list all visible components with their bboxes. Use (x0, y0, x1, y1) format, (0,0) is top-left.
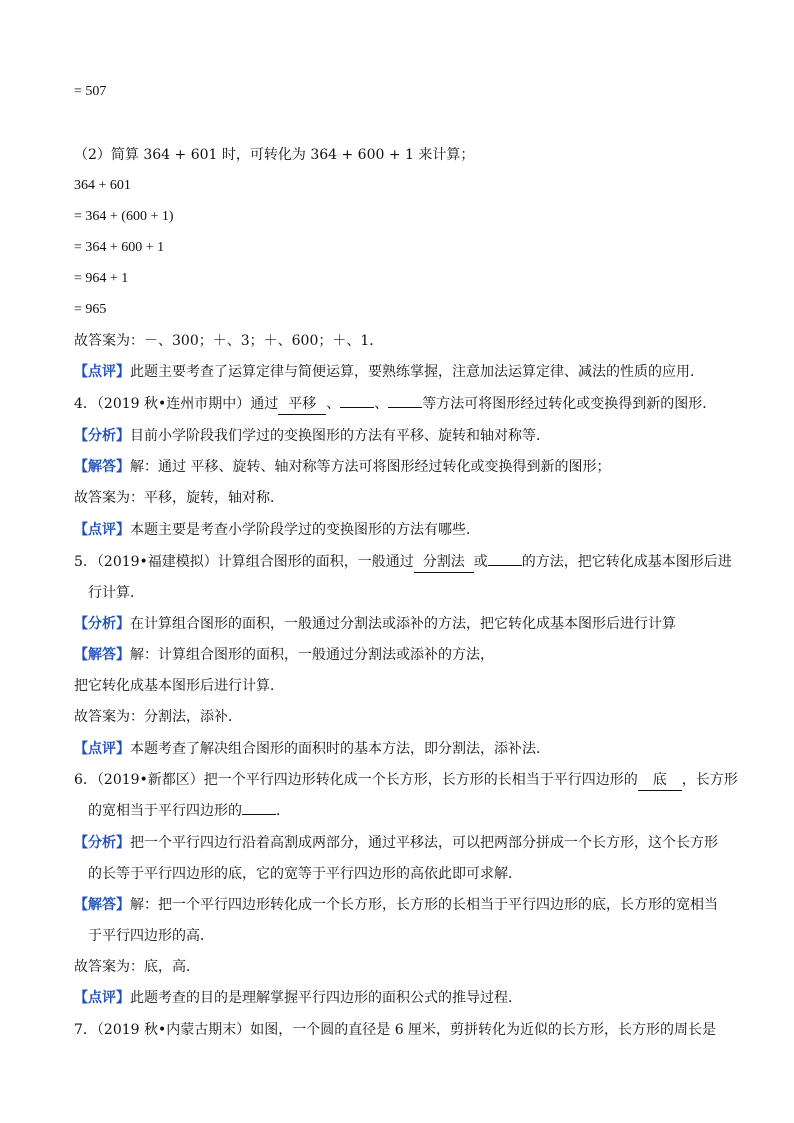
solution-tag: 【解答】 (74, 897, 130, 913)
math-line-7: = 965 (74, 302, 107, 317)
q4-blank-3 (388, 407, 422, 408)
q5-stem-b: 的方法，把它转化成基本图形后进 (521, 554, 732, 570)
q5-blank-2 (488, 565, 522, 566)
comment-tag: 【点评】 (74, 364, 130, 380)
q4-stem-a: 4．（2019 秋•连州市期中）通过 (74, 396, 279, 412)
q5-comment (74, 739, 550, 759)
q5-stem-a: 5．（2019•福建模拟）计算组合图形的面积，一般通过 (74, 554, 414, 570)
q5-solution-cont: 把它转化成基本图形后进行计算． (74, 678, 284, 694)
q4-sep-2: 、 (374, 396, 389, 412)
q6-stem (74, 770, 738, 791)
solution-tag: 【解答】 (74, 647, 130, 663)
q5-solution (74, 645, 494, 665)
math-line-2: （2）简算 364 + 601 时，可转化为 364 + 600 + 1 来计算； (74, 147, 475, 163)
q6-solution-cont: 于平行四边形的高． (88, 928, 214, 944)
math-line-6: = 964 + 1 (74, 271, 129, 286)
q4-analysis-text: 目前小学阶段我们学过的变换图形的方法有平移、旋转和轴对称等． (130, 428, 550, 444)
q4-stem (74, 394, 716, 415)
q6-answer: 故答案为：底，高． (74, 959, 200, 975)
q6-analysis-cont: 的长等于平行四边形的底，它的宽等于平行四边形的高依此即可求解． (88, 866, 522, 882)
q5-analysis (74, 614, 676, 634)
answer-line: 故答案为：－、300；＋、3；＋、600；＋、1． (74, 333, 384, 349)
q5-blank-1: 分割法 (414, 552, 474, 573)
q5-analysis-text: 在计算组合图形的面积，一般通过分割法或添补的方法，把它转化成基本图形后进行计算 (130, 616, 676, 632)
q5-mid: 或 (473, 554, 488, 570)
q6-blank-1: 底 (638, 770, 682, 791)
q6-solution (74, 895, 718, 915)
q6-blank-2 (242, 814, 276, 815)
q6-stem-cont (88, 801, 290, 821)
q5-solution-text: 解：计算组合图形的面积，一般通过分割法或添补的方法， (130, 647, 494, 663)
q3-comment-text: 此题主要考查了运算定律与简便运算，要熟练掌握，注意加法运算定律、减法的性质的应用． (130, 364, 704, 380)
q4-comment-text: 本题主要是考查小学阶段学过的变换图形的方法有哪些． (130, 522, 480, 538)
q6-stem-b: ，长方形 (681, 772, 738, 788)
q3-comment (74, 362, 704, 382)
q6-solution-text: 解：把一个平行四边形转化成一个长方形，长方形的长相当于平行四边形的底，长方形的宽相当 (130, 897, 718, 913)
q4-solution-text: 解：通过 平移、旋转、轴对称等方法可将图形经过转化或变换得到新的图形； (130, 459, 611, 475)
math-line-1: = 507 (74, 84, 107, 99)
q4-solution (74, 457, 610, 477)
q5-stem-cont: 行计算． (88, 585, 144, 601)
comment-tag: 【点评】 (74, 741, 130, 757)
q7-stem: 7．（2019 秋•内蒙古期末）如图，一个圆的直径是 6 厘米，剪拼转化为近似的长方形，长方形的周长是 (74, 1022, 717, 1038)
math-line-3: 364 + 601 (74, 178, 131, 193)
q6-stem-d: ． (276, 803, 290, 819)
q6-stem-a: 6．（2019•新都区）把一个平行四边形转化成一个长方形，长方形的长相当于平行四边形的 (74, 772, 638, 788)
comment-tag: 【点评】 (74, 522, 130, 538)
analysis-tag: 【分析】 (74, 428, 130, 444)
q4-answer: 故答案为：平移，旋转，轴对称． (74, 490, 284, 506)
q6-comment (74, 988, 522, 1008)
comment-tag: 【点评】 (74, 990, 130, 1006)
q4-blank-1: 平移 (278, 394, 326, 415)
q6-comment-text: 此题考查的目的是理解掌握平行四边形的面积公式的推导过程． (130, 990, 522, 1006)
analysis-tag: 【分析】 (74, 835, 130, 851)
q4-comment (74, 520, 480, 540)
q6-stem-c: 的宽相当于平行四边形的 (88, 803, 242, 819)
q5-comment-text: 本题考查了解决组合图形的面积时的基本方法，即分割法，添补法． (130, 741, 550, 757)
q4-sep-1: 、 (326, 396, 341, 412)
q4-analysis (74, 426, 550, 446)
math-line-5: = 364 + 600 + 1 (74, 240, 165, 255)
q6-analysis-text: 把一个平行四边行沿着高割成两部分，通过平移法，可以把两部分拼成一个长方形，这个长方形 (130, 835, 718, 851)
q5-stem (74, 552, 732, 573)
q4-blank-2 (340, 407, 374, 408)
q5-answer: 故答案为：分割法，添补． (74, 709, 242, 725)
q6-analysis (74, 833, 718, 853)
math-line-4: = 364 + (600 + 1) (74, 209, 174, 224)
q4-stem-b: 等方法可将图形经过转化或变换得到新的图形． (422, 396, 717, 412)
solution-tag: 【解答】 (74, 459, 130, 475)
analysis-tag: 【分析】 (74, 616, 130, 632)
